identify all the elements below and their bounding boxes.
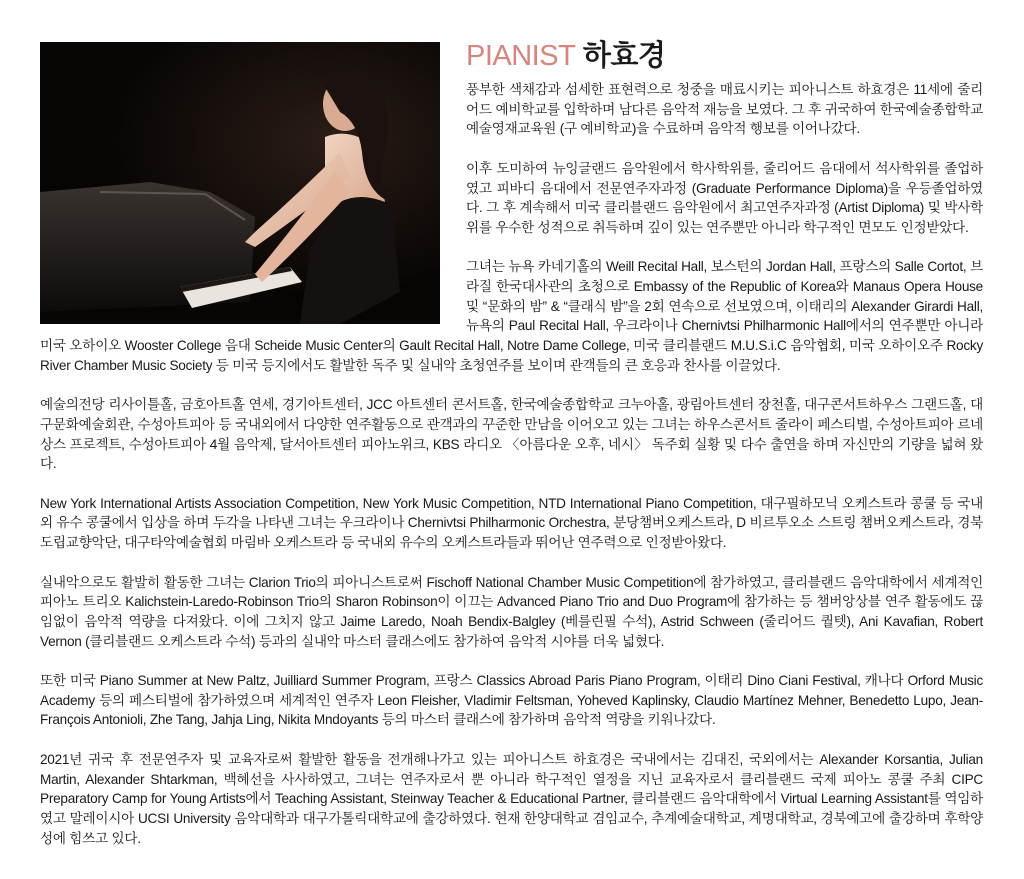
- biography-page: [40, 40, 983, 868]
- bio-paragraph: New York International Artists Association Competition, New York Music Competition, NTD International Piano Competition, 대구필하모닉 오케스트라 콩쿨 등 국내외 유수 콩쿨에서 입상을 하며 두각을 나타낸 그녀는 우크라이나 Chernivtsi Philharmonic Orchestra, 분당챔버오케스트라, D 비르투오소 스트링 챔버오케스트라, 경북도립교향악단, 대구타악예술협회 마림바 오케스트라 등 국내외 유수의 오케스트라들과 뛰어난 연주력으로 인정받아왔다.: [40, 495, 983, 551]
- bio-paragraph: 또한 미국 Piano Summer at New Paltz, Juilliard Summer Program, 프랑스 Classics Abroad Paris Piano Program, 이태리 Dino Ciani Festival, 캐나다 Orford Music Academy 등의 페스티벌에 참가하였으며 세계적인 연주자 Leon Fleisher, Vladimir Feltsman, Yoheved Kaplinsky, Claudio Martínez Mehner, Benedetto Lupo, Jean-François Antonioli, Zhe Tang, Jahja Ling, Nikita Mndoyants 등의 마스터 클래스에 참가하며 음악적 역량을 키워나갔다.: [40, 673, 983, 728]
- bio-paragraph: 실내악으로도 활발히 활동한 그녀는 Clarion Trio의 피아니스트로써 Fischoff National Chamber Music Competition에 참가하였고, 클리블랜드 음악대학에서 세계적인 피아노 트리오 Kalichstein-Laredo-Robinson Trio의 Sharon Robinson이 이끄는 Advanced Piano Trio and Duo Program에 참가하는 등 챔버앙상블 연주 활동에도 끊임없이 음악적 역량을 다져왔다. 이에 그치지 않고 Jaime Laredo, Noah Bendix-Balgley (베를린필 수석), Astrid Schween (줄리어드 퀄텟), Ani Kavafian, Robert Vernon (클리블랜드 오케스트라 수석) 등과의 실내악 마스터 클래스에도 참가하여 음악적 시야를 더욱 넓혔다.: [40, 574, 983, 649]
- bio-paragraph: 이후 도미하여 뉴잉글랜드 음악원에서 학사학위를, 줄리어드 음대에서 석사학위를 졸업하였고 피바디 음대에서 전문연주자과정 (Graduate Performance Diploma)을 우등졸업하였다. 그 후 계속해서 미국 클리블랜드 음악원에서 최고연주자과정 (Artist Diploma) 및 박사학위를 우수한 성적으로 취득하며 깊이 있는 연주뿐만 아니라 학구적인 면모도 인정받았다.: [466, 160, 983, 235]
- pianist-at-grand-piano-photo: [40, 42, 440, 324]
- title-korean-name: 하효경: [582, 40, 666, 72]
- bio-paragraph: 그녀는 뉴욕 카네기홀의 Weill Recital Hall, 보스턴의 Jordan Hall, 프랑스의 Salle Cortot, 브라질 한국대사관의 초청으로 Embassy of the Republic of Korea와 Manaus Opera House 및 “문화의 밤” & “클래식 밤”을 2회 연속으로 선보였으며, 이태리의 Alexander Girardi Hall, 뉴욕의 Paul Recital Hall, 우크라이나 Chernivtsi Philharmonic Hall에서의 연주뿐만 아니라 미국 오하이오 Wooster College 음대 Scheide Music Center의 Gault Recital Hall, Notre Dame College, 미국 클리블랜드 M.U.S.i.C 음악협회, 미국 오하이오주 Rocky River Chamber Music Society 등 미국 등지에서도 활발한 독주 및 실내악 초청연주를 보이며 관객들의 큰 호응과 찬사를 이끌었다.: [40, 259, 983, 373]
- bio-paragraph: 2021년 귀국 후 전문연주자 및 교육자로써 활발한 활동을 전개해나가고 있는 피아니스트 하효경은 국내에서는 김대진, 국외에서는 Alexander Korsantia, Julian Martin, Alexander Shtarkman, 백혜선을 사사하였고, 그녀는 연주자로서 뿐 아니라 학구적인 열정을 지닌 교육자로서 클리블랜드 국제 피아노 콩쿨 주최 CIPC Preparatory Camp for Young Artists에서 Teaching Assistant, Steinway Teacher & Educational Partner, 클리블랜드 음악대학에서 Virtual Learning Assistant를 역임하였고 말레이시아 UCSI University 음악대학과 대구가톨릭대학교에 출강하였다. 현재 한양대학교 겸임교수, 추계예술대학교, 계명대학교, 경북예고에 출강하며 후학양성에 힘쓰고 있다.: [40, 751, 983, 846]
- bio-paragraph: 예술의전당 리사이틀홀, 금호아트홀 연세, 경기아트센터, JCC 아트센터 콘서트홀, 한국예술종합학교 크누아홀, 광림아트센터 장천홀, 대구콘서트하우스 그랜드홀, 대구문화예술회관, 수성아트피아 등 국내외에서 다양한 연주활동으로 관객과의 꾸준한 만남을 이어오고 있는 그녀는 하우스콘서트 줄라이 페스티벌, 수성아트피아 르네상스 프로젝트, 수성아트피아 4월 음악제, 달서아트센터 피아노위크, KBS 라디오 〈아름다운 오후, 네시〉 독주회 실황 및 다수 출연을 하며 자신만의 기량을 넓혀 왔다.: [40, 397, 983, 472]
- pianist-photo: [40, 42, 440, 324]
- title-english: PIANIST: [466, 40, 576, 72]
- bio-paragraph: 풍부한 색채감과 섬세한 표현력으로 청중을 매료시키는 피아니스트 하효경은 11세에 줄리어드 예비학교를 입학하며 남다른 음악적 재능을 보였다. 그 후 귀국하여 한국예술종합학교 예술영재교육원 (구 예비학교)을 수료하며 음악적 행보를 이어나갔다.: [466, 82, 983, 137]
